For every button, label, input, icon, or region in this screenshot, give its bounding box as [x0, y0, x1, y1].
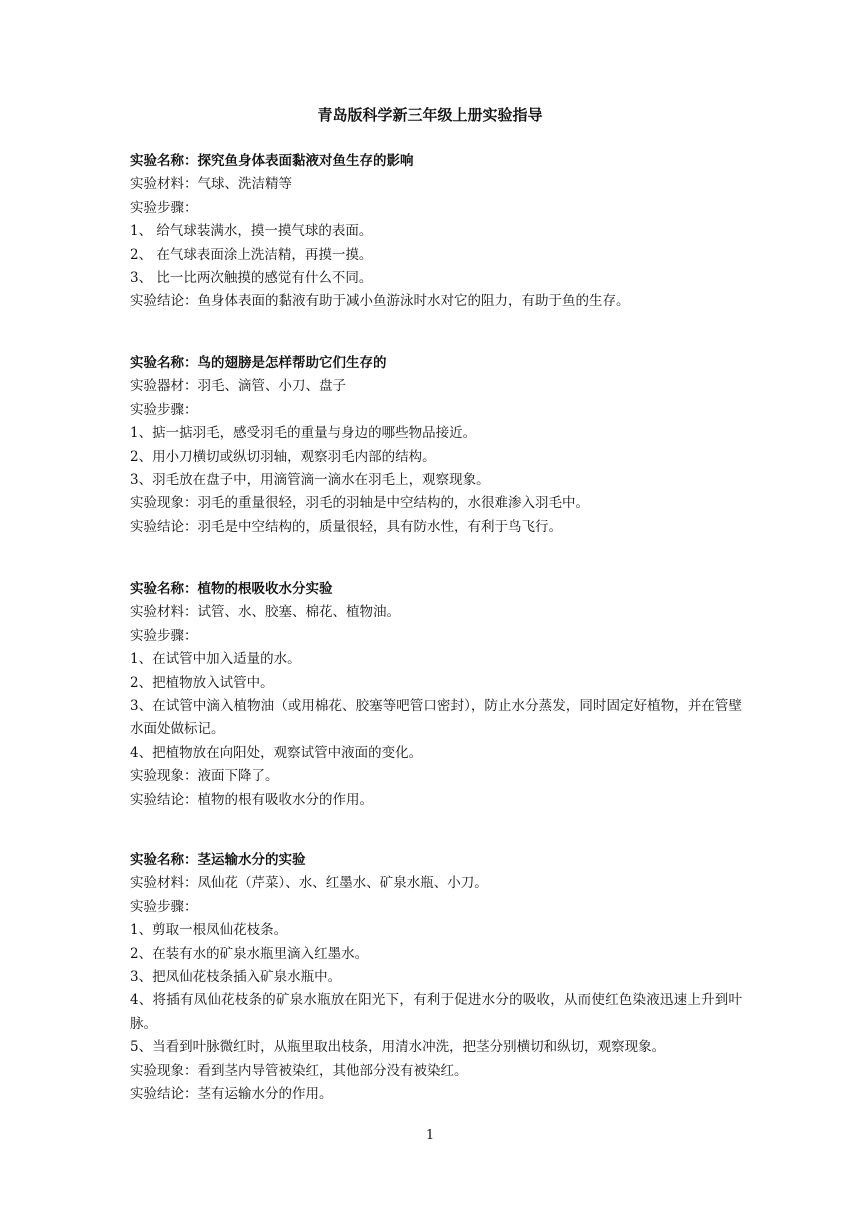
phenomenon-line: 实验现象：看到茎内导管被染红，其他部分没有被染红。 — [130, 1062, 468, 1079]
experiment-section-stem-transport — [130, 849, 742, 1106]
phenomenon-line: 实验现象：羽毛的重量很轻，羽毛的羽轴是中空结构的，水很难渗入羽毛中。 — [130, 495, 589, 512]
experiment-heading: 实验名称：鸟的翅膀是怎样帮助它们生存的 — [130, 355, 387, 371]
experiment-section-bird-wings — [130, 352, 742, 539]
step-line: 1、掂一掂羽毛，感受羽毛的重量与身边的哪些物品接近。 — [130, 425, 477, 442]
conclusion-line: 实验结论：茎有运输水分的作用。 — [130, 1086, 333, 1103]
steps-label: 实验步骤： — [130, 898, 198, 915]
step-line: 4、将插有凤仙花枝条的矿泉水瓶放在阳光下，有利于促进水分的吸收，从而使红色染液迅速上升到叶脉。 — [130, 992, 742, 1032]
conclusion-line: 实验结论：植物的根有吸收水分的作用。 — [130, 791, 373, 808]
step-line: 2、在装有水的矿泉水瓶里滴入红墨水。 — [130, 945, 369, 962]
steps-label: 实验步骤： — [130, 199, 198, 216]
experiment-heading: 实验名称：植物的根吸收水分实验 — [130, 581, 333, 597]
conclusion-line: 实验结论：鱼身体表面的黏液有助于减小鱼游泳时水对它的阻力，有助于鱼的生存。 — [130, 293, 630, 310]
step-line: 2、用小刀横切或纵切羽轴，观察羽毛内部的结构。 — [130, 448, 436, 465]
conclusion-line: 实验结论：羽毛是中空结构的，质量很轻，具有防水性，有利于鸟飞行。 — [130, 518, 562, 535]
step-line: 3、 比一比两次触摸的感觉有什么不同。 — [130, 270, 373, 287]
step-line: 1、 给气球装满水，摸一摸气球的表面。 — [130, 223, 373, 240]
materials-line: 实验材料：气球、洗洁精等 — [130, 176, 292, 193]
step-line: 1、在试管中加入适量的水。 — [130, 651, 301, 668]
materials-line: 实验器材：羽毛、滴管、小刀、盘子 — [130, 378, 346, 395]
experiment-section-root-absorption — [130, 578, 742, 812]
step-line: 2、把植物放入试管中。 — [130, 674, 274, 691]
steps-label: 实验步骤： — [130, 627, 198, 644]
experiment-heading: 实验名称：探究鱼身体表面黏液对鱼生存的影响 — [130, 153, 414, 169]
step-line: 3、在试管中滴入植物油（或用棉花、胶塞等吧管口密封），防止水分蒸发，同时固定好植物，并在管壁水面处做标记。 — [130, 698, 742, 738]
experiment-section-fish-mucus — [130, 150, 742, 314]
steps-label: 实验步骤： — [130, 401, 198, 418]
step-line: 3、把凤仙花枝条插入矿泉水瓶中。 — [130, 969, 342, 986]
document-title: 青岛版科学新三年级上册实验指导 — [317, 106, 543, 124]
phenomenon-line: 实验现象：液面下降了。 — [130, 768, 279, 785]
step-line: 2、 在气球表面涂上洗洁精，再摸一摸。 — [130, 246, 373, 263]
experiment-heading: 实验名称：茎运输水分的实验 — [130, 852, 306, 868]
page-number: 1 — [425, 1128, 435, 1143]
materials-line: 实验材料：试管、水、胶塞、棉花、植物油。 — [130, 604, 400, 621]
step-line: 5、当看到叶脉微红时，从瓶里取出枝条，用清水冲洗，把茎分别横切和纵切，观察现象。 — [130, 1039, 666, 1056]
materials-line: 实验材料：凤仙花（芹菜）、水、红墨水、矿泉水瓶、小刀。 — [130, 875, 488, 892]
step-line: 3、羽毛放在盘子中，用滴管滴一滴水在羽毛上，观察现象。 — [130, 472, 490, 489]
step-line: 1、剪取一根凤仙花枝条。 — [130, 922, 288, 939]
step-line: 4、把植物放在向阳处，观察试管中液面的变化。 — [130, 744, 423, 761]
